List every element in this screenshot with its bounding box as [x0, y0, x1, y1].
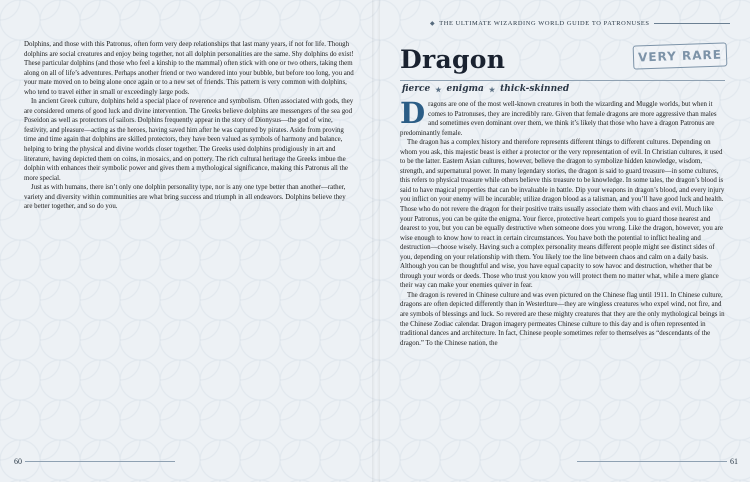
right-footer-rule	[577, 461, 727, 462]
right-paragraph-1-text: ragons are one of the most well-known creatures in both the wizarding and Muggle worlds, but when it comes to Patronuses, they are incredibly rare. Given that female dragons are more aggressive than males and sometimes even dominant over them, we think it’s likely that those who have a dragon Patronus are predominantly female.	[400, 101, 717, 137]
right-page-body	[400, 96, 725, 348]
left-paragraph-3: Just as with humans, there isn’t only one dolphin personality type, nor is any one type better than another—rather, variety and diversity within communities are what bring success and triumph in all endeavors. Dolphins believe they are better together, and so do you.	[24, 184, 346, 211]
left-footer-rule	[25, 461, 175, 462]
drop-cap: D	[400, 96, 426, 130]
running-header	[430, 20, 730, 27]
header-rule	[654, 23, 730, 24]
rarity-badge: VERY RARE	[633, 42, 728, 69]
left-paragraph-1: Dolphins, and those with this Patronus, often form very deep relationships that last many years, if not for life. Though dolphins are social creatures and enjoy being together, not all dolphin personalities are the same. Shy dolphins do exist! These particular dolphins (and those who feel a kinship to the mammal) often stick with one or two others, taking them along on all of life’s adventures. Perhaps another friend or two wandered into your bubble, but before too long, you and your mate moved on to being alone once again or to a new set of friends. This pattern is very common with dolphins, who tend to travel either in small or exceedingly large pods.	[24, 41, 354, 96]
trait-list	[402, 84, 569, 94]
title-rule	[400, 80, 725, 81]
trait-3: thick-skinned	[500, 84, 570, 94]
running-title: THE ULTIMATE WIZARDING WORLD GUIDE TO PATRONUSES	[439, 20, 650, 27]
left-paragraph-2: In ancient Greek culture, dolphins held a special place of reverence and symbolism. Often associated with gods, they are considered omens of good luck and divine intervention. The Greeks believe dolphins are messengers of the sea god Poseidon as well as protectors of sailors. Dolphins frequently appear in the story of Dionysus—the god of wine, festivity, and pleasure—acting as the heroes, having saved him after he was captured by pirates. Aside from proving time and time again that dolphins are skilled protectors, they have been valued as symbols of harmony and balance, helping to bring the physical and divine worlds closer together. The Greeks used dolphins prodigiously in art and literature, having depicted them on coins, in mosaics, and on pottery. The rich cultural heritage the Greeks imbue the dolphin with enhances their symbolic power and gives them a mythological significance, making this Patronus all the more special.	[24, 98, 354, 182]
left-page-number: 60	[14, 457, 22, 466]
left-page-body	[24, 40, 354, 212]
entry-title: Dragon	[400, 45, 506, 74]
right-paragraph-3: The dragon is revered in Chinese culture and was even pictured on the Chinese flag until 1911. In Chinese culture, dragons are often depicted differently than in Westerlture—they are wingless creatures who expel wind, not fire, and are symbols of blessings and luck. So revered are these mighty creatures that they are the only mythological beings in the Chinese Zodiac calendar. Dragon imagery permeates Chinese culture to this day and is often represented in traditional dances and architecture. In fact, Chinese people sometimes refer to themselves as “descendants of the dragon.” To the Chinese nation, the	[400, 291, 725, 347]
header-ornament-icon: ◆	[430, 21, 436, 27]
star-icon: ★	[488, 84, 496, 94]
star-icon: ★	[435, 84, 442, 94]
right-page-footer	[577, 457, 738, 466]
right-paragraph-1	[400, 96, 725, 138]
left-page-footer	[14, 457, 175, 466]
right-paragraph-2: The dragon has a complex history and therefore represents different things to different cultures. Depending on whom you ask, this majestic beast is either a protector or the very representation of evil. In Christian cultures, it used to be the latter. Eastern Asian cultures, however, believe the dragon to symbolize hidden knowledge, wisdom, strength, and supernatural power. In many legendary stories, the dragon is said to guard treasure—in some cultures, this refers to physical treasure while others believe this treasure to be knowledge. In some tales, the dragon’s blood is said to have magical properties that can be invaluable in battle. Dip your weapons in dragon’s blood, and every injury you inflict on your enemy will be incurable; utilize dragon blood as a talisman, and you’ll have good luck and health. Those who do not revere the dragon for their positive traits usually associate them with chaos and evil. Much like your Patronus, you can be quite the enigma. Your fierce, protective heart compels you to guard those nearest and dearest to you, but you can be equally destructive when someone does you wrong. Like the dragon, however, you are wise enough to know how to react in certain circumstances. You have both the potential to inflict healing and destruction—choose wisely. Having such a complex personality means different people might see distinct sides of you, depending on your relationship with them. You likely toe the line between chaos and calm on a daily basis. Although you can be thoughtful and wise, you have equal capacity to sow havoc and destruction, whether that be through your words or deeds. Those who trust you know you will protect them no matter what, while a mere glance their way can make your enemies quiver in fear.	[400, 139, 725, 290]
page-gutter	[372, 0, 380, 482]
trait-1: fierce	[402, 84, 431, 94]
trait-2: enigma	[446, 84, 484, 94]
right-page-number: 61	[730, 457, 738, 466]
